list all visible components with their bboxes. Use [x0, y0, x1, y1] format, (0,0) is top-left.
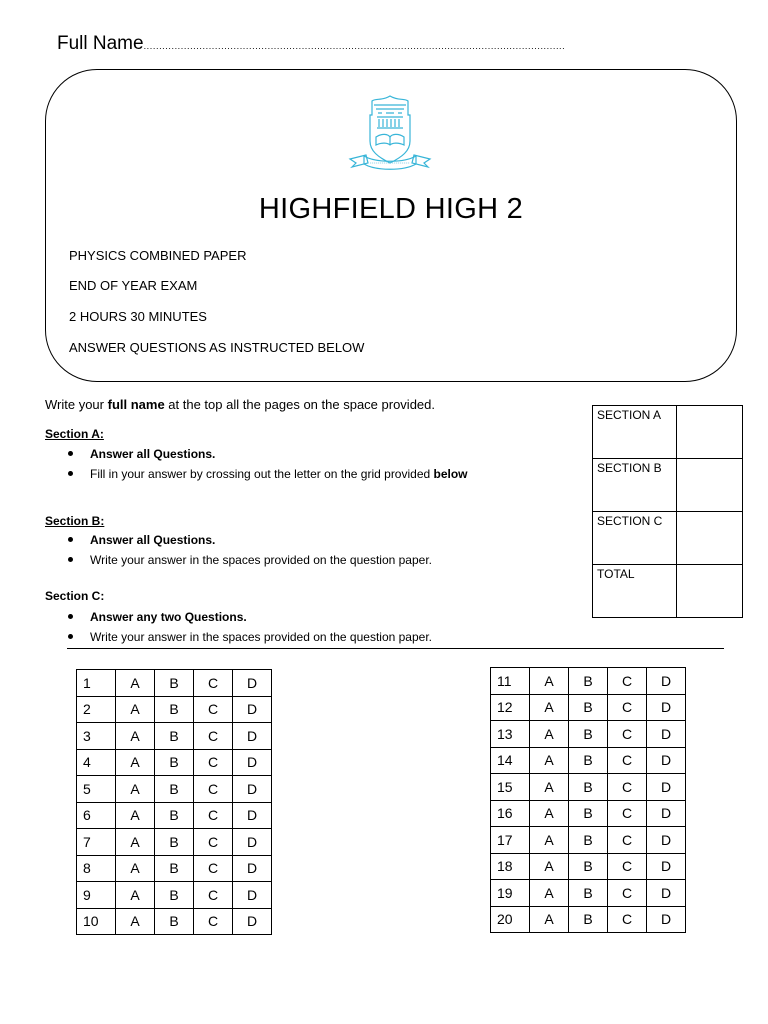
table-row	[77, 723, 272, 750]
question-number: 13	[491, 721, 530, 748]
exam-duration: 2 HOURS 30 MINUTES	[69, 309, 207, 324]
table-row	[491, 827, 686, 854]
answer-option-d[interactable]: D	[647, 800, 686, 827]
list-item	[68, 607, 432, 627]
answer-option-b[interactable]: B	[569, 721, 608, 748]
answer-option-a[interactable]: A	[530, 853, 569, 880]
intro-text-end: at the top all the pages on the space provided.	[164, 397, 435, 412]
answer-option-b[interactable]: B	[569, 694, 608, 721]
score-label: TOTAL	[593, 565, 677, 618]
answer-option-b[interactable]: B	[569, 906, 608, 933]
table-row	[77, 829, 272, 856]
school-name: HIGHFIELD HIGH 2	[258, 193, 524, 225]
list-item	[68, 627, 432, 647]
answer-option-b[interactable]: B	[155, 802, 194, 829]
answer-option-d[interactable]: D	[647, 774, 686, 801]
question-number: 16	[491, 800, 530, 827]
score-label: SECTION C	[593, 512, 677, 565]
answer-option-d[interactable]: D	[233, 670, 272, 697]
intro-bold-text: full name	[107, 397, 165, 412]
answer-option-d[interactable]: D	[647, 668, 686, 695]
table-row	[77, 749, 272, 776]
answer-option-a[interactable]: A	[530, 668, 569, 695]
answer-option-b[interactable]: B	[155, 670, 194, 697]
bullet-text: Answer any two Questions.	[90, 610, 247, 624]
question-number: 3	[77, 723, 116, 750]
school-crest-icon	[346, 93, 434, 175]
answer-option-c[interactable]: C	[608, 800, 647, 827]
answer-option-c[interactable]: C	[608, 853, 647, 880]
answer-option-a[interactable]: A	[116, 855, 155, 882]
table-row	[77, 776, 272, 803]
table-row	[77, 855, 272, 882]
answer-option-d[interactable]: D	[647, 853, 686, 880]
answer-option-a[interactable]: A	[116, 670, 155, 697]
answer-option-d[interactable]: D	[647, 906, 686, 933]
answer-option-d[interactable]: D	[233, 749, 272, 776]
intro-text: Write your	[45, 397, 108, 412]
list-item	[68, 550, 432, 570]
bullet-text: Write your answer in the spaces provided on the question paper.	[90, 553, 432, 567]
answer-option-a[interactable]: A	[530, 906, 569, 933]
answer-option-c[interactable]: C	[608, 827, 647, 854]
answer-option-c[interactable]: C	[194, 908, 233, 935]
question-number: 1	[77, 670, 116, 697]
section-a-heading: Section A:	[45, 427, 104, 441]
answer-option-a[interactable]: A	[116, 802, 155, 829]
answer-option-d[interactable]: D	[233, 855, 272, 882]
score-cell[interactable]	[677, 406, 743, 459]
answer-option-b[interactable]: B	[569, 827, 608, 854]
question-number: 10	[77, 908, 116, 935]
answer-option-d[interactable]: D	[233, 723, 272, 750]
bullet-text: Write your answer in the spaces provided on the question paper.	[90, 630, 432, 644]
answer-option-c[interactable]: C	[194, 802, 233, 829]
table-row	[77, 908, 272, 935]
answer-option-b[interactable]: B	[155, 908, 194, 935]
answer-option-a[interactable]: A	[530, 880, 569, 907]
answer-option-d[interactable]: D	[233, 696, 272, 723]
answer-option-b[interactable]: B	[155, 696, 194, 723]
answer-option-b[interactable]: B	[155, 829, 194, 856]
bullet-text: Answer all Questions.	[90, 533, 216, 547]
question-number: 6	[77, 802, 116, 829]
question-number: 12	[491, 694, 530, 721]
answer-option-b[interactable]: B	[155, 882, 194, 909]
question-number: 14	[491, 747, 530, 774]
section-a-bullets	[68, 444, 468, 484]
exam-type: END OF YEAR EXAM	[69, 278, 198, 293]
question-number: 5	[77, 776, 116, 803]
table-row	[491, 906, 686, 933]
question-number: 19	[491, 880, 530, 907]
answer-option-c[interactable]: C	[608, 880, 647, 907]
answer-option-c[interactable]: C	[194, 829, 233, 856]
table-row	[491, 694, 686, 721]
question-number: 17	[491, 827, 530, 854]
list-item	[68, 464, 468, 484]
bullet-bold-text: below	[433, 467, 468, 481]
table-row	[491, 853, 686, 880]
answer-option-b[interactable]: B	[569, 747, 608, 774]
score-cell[interactable]	[677, 459, 743, 512]
table-row	[77, 882, 272, 909]
answer-option-a[interactable]: A	[116, 723, 155, 750]
table-row	[491, 880, 686, 907]
answer-option-b[interactable]: B	[569, 853, 608, 880]
question-number: 18	[491, 853, 530, 880]
full-name-field[interactable]	[57, 33, 565, 55]
list-item	[68, 444, 468, 464]
answer-option-b[interactable]: B	[155, 855, 194, 882]
bullet-text: Fill in your answer by crossing out the letter on the grid provided	[90, 467, 434, 481]
answer-option-c[interactable]: C	[194, 776, 233, 803]
score-cell[interactable]	[677, 512, 743, 565]
score-label: SECTION B	[593, 459, 677, 512]
section-c-bullets	[68, 607, 432, 647]
answer-option-c[interactable]: C	[194, 670, 233, 697]
question-number: 11	[491, 668, 530, 695]
answer-option-b[interactable]: B	[569, 880, 608, 907]
answer-grid-left	[76, 669, 272, 935]
divider	[67, 648, 724, 649]
answer-option-d[interactable]: D	[233, 776, 272, 803]
answer-option-c[interactable]: C	[194, 882, 233, 909]
question-number: 9	[77, 882, 116, 909]
section-b-bullets	[68, 530, 432, 570]
answer-option-d[interactable]: D	[647, 694, 686, 721]
answer-option-b[interactable]: B	[569, 774, 608, 801]
answer-option-c[interactable]: C	[608, 668, 647, 695]
table-row	[491, 747, 686, 774]
intro-instruction	[45, 397, 435, 412]
question-number: 4	[77, 749, 116, 776]
answer-option-c[interactable]: C	[194, 855, 233, 882]
exam-instruction: ANSWER QUESTIONS AS INSTRUCTED BELOW	[69, 340, 365, 355]
answer-option-d[interactable]: D	[647, 747, 686, 774]
answer-option-d[interactable]: D	[233, 882, 272, 909]
question-number: 2	[77, 696, 116, 723]
answer-option-a[interactable]: A	[530, 721, 569, 748]
answer-option-a[interactable]: A	[530, 827, 569, 854]
answer-option-c[interactable]: C	[608, 721, 647, 748]
list-item	[68, 530, 432, 550]
score-cell[interactable]	[677, 565, 743, 618]
answer-option-a[interactable]: A	[116, 882, 155, 909]
answer-grid-right	[490, 667, 686, 933]
answer-option-d[interactable]: D	[647, 827, 686, 854]
answer-option-a[interactable]: A	[116, 776, 155, 803]
score-label: SECTION A	[593, 406, 677, 459]
answer-option-d[interactable]: D	[233, 908, 272, 935]
table-row	[491, 668, 686, 695]
answer-option-a[interactable]: A	[116, 749, 155, 776]
answer-option-d[interactable]: D	[233, 829, 272, 856]
section-c-heading: Section C:	[45, 589, 105, 603]
question-number: 15	[491, 774, 530, 801]
full-name-blank: ........................................................................................................................................	[143, 41, 566, 51]
question-number: 7	[77, 829, 116, 856]
answer-option-b[interactable]: B	[569, 668, 608, 695]
answer-option-d[interactable]: D	[647, 880, 686, 907]
answer-option-b[interactable]: B	[569, 800, 608, 827]
table-row	[77, 696, 272, 723]
answer-option-c[interactable]: C	[608, 906, 647, 933]
table-row	[77, 670, 272, 697]
answer-option-c[interactable]: C	[194, 749, 233, 776]
score-box	[592, 405, 743, 618]
question-number: 8	[77, 855, 116, 882]
table-row	[77, 802, 272, 829]
answer-option-c[interactable]: C	[608, 774, 647, 801]
answer-option-a[interactable]: A	[116, 829, 155, 856]
answer-option-a[interactable]: A	[530, 774, 569, 801]
full-name-label: Full Name	[57, 33, 144, 54]
table-row	[593, 459, 743, 512]
answer-option-c[interactable]: C	[608, 694, 647, 721]
table-row	[593, 565, 743, 618]
bullet-text: Answer all Questions.	[90, 447, 216, 461]
answer-option-b[interactable]: B	[155, 723, 194, 750]
table-row	[491, 800, 686, 827]
table-row	[593, 406, 743, 459]
exam-subject: PHYSICS COMBINED PAPER	[69, 248, 247, 263]
answer-option-a[interactable]: A	[116, 908, 155, 935]
section-b-heading: Section B:	[45, 514, 105, 528]
answer-option-b[interactable]: B	[155, 749, 194, 776]
answer-option-a[interactable]: A	[530, 800, 569, 827]
table-row	[491, 721, 686, 748]
table-row	[491, 774, 686, 801]
answer-option-a[interactable]: A	[116, 696, 155, 723]
answer-option-c[interactable]: C	[194, 723, 233, 750]
table-row	[593, 512, 743, 565]
answer-option-a[interactable]: A	[530, 694, 569, 721]
answer-option-b[interactable]: B	[155, 776, 194, 803]
answer-option-c[interactable]: C	[194, 696, 233, 723]
answer-option-d[interactable]: D	[647, 721, 686, 748]
answer-option-a[interactable]: A	[530, 747, 569, 774]
answer-option-c[interactable]: C	[608, 747, 647, 774]
answer-option-d[interactable]: D	[233, 802, 272, 829]
question-number: 20	[491, 906, 530, 933]
